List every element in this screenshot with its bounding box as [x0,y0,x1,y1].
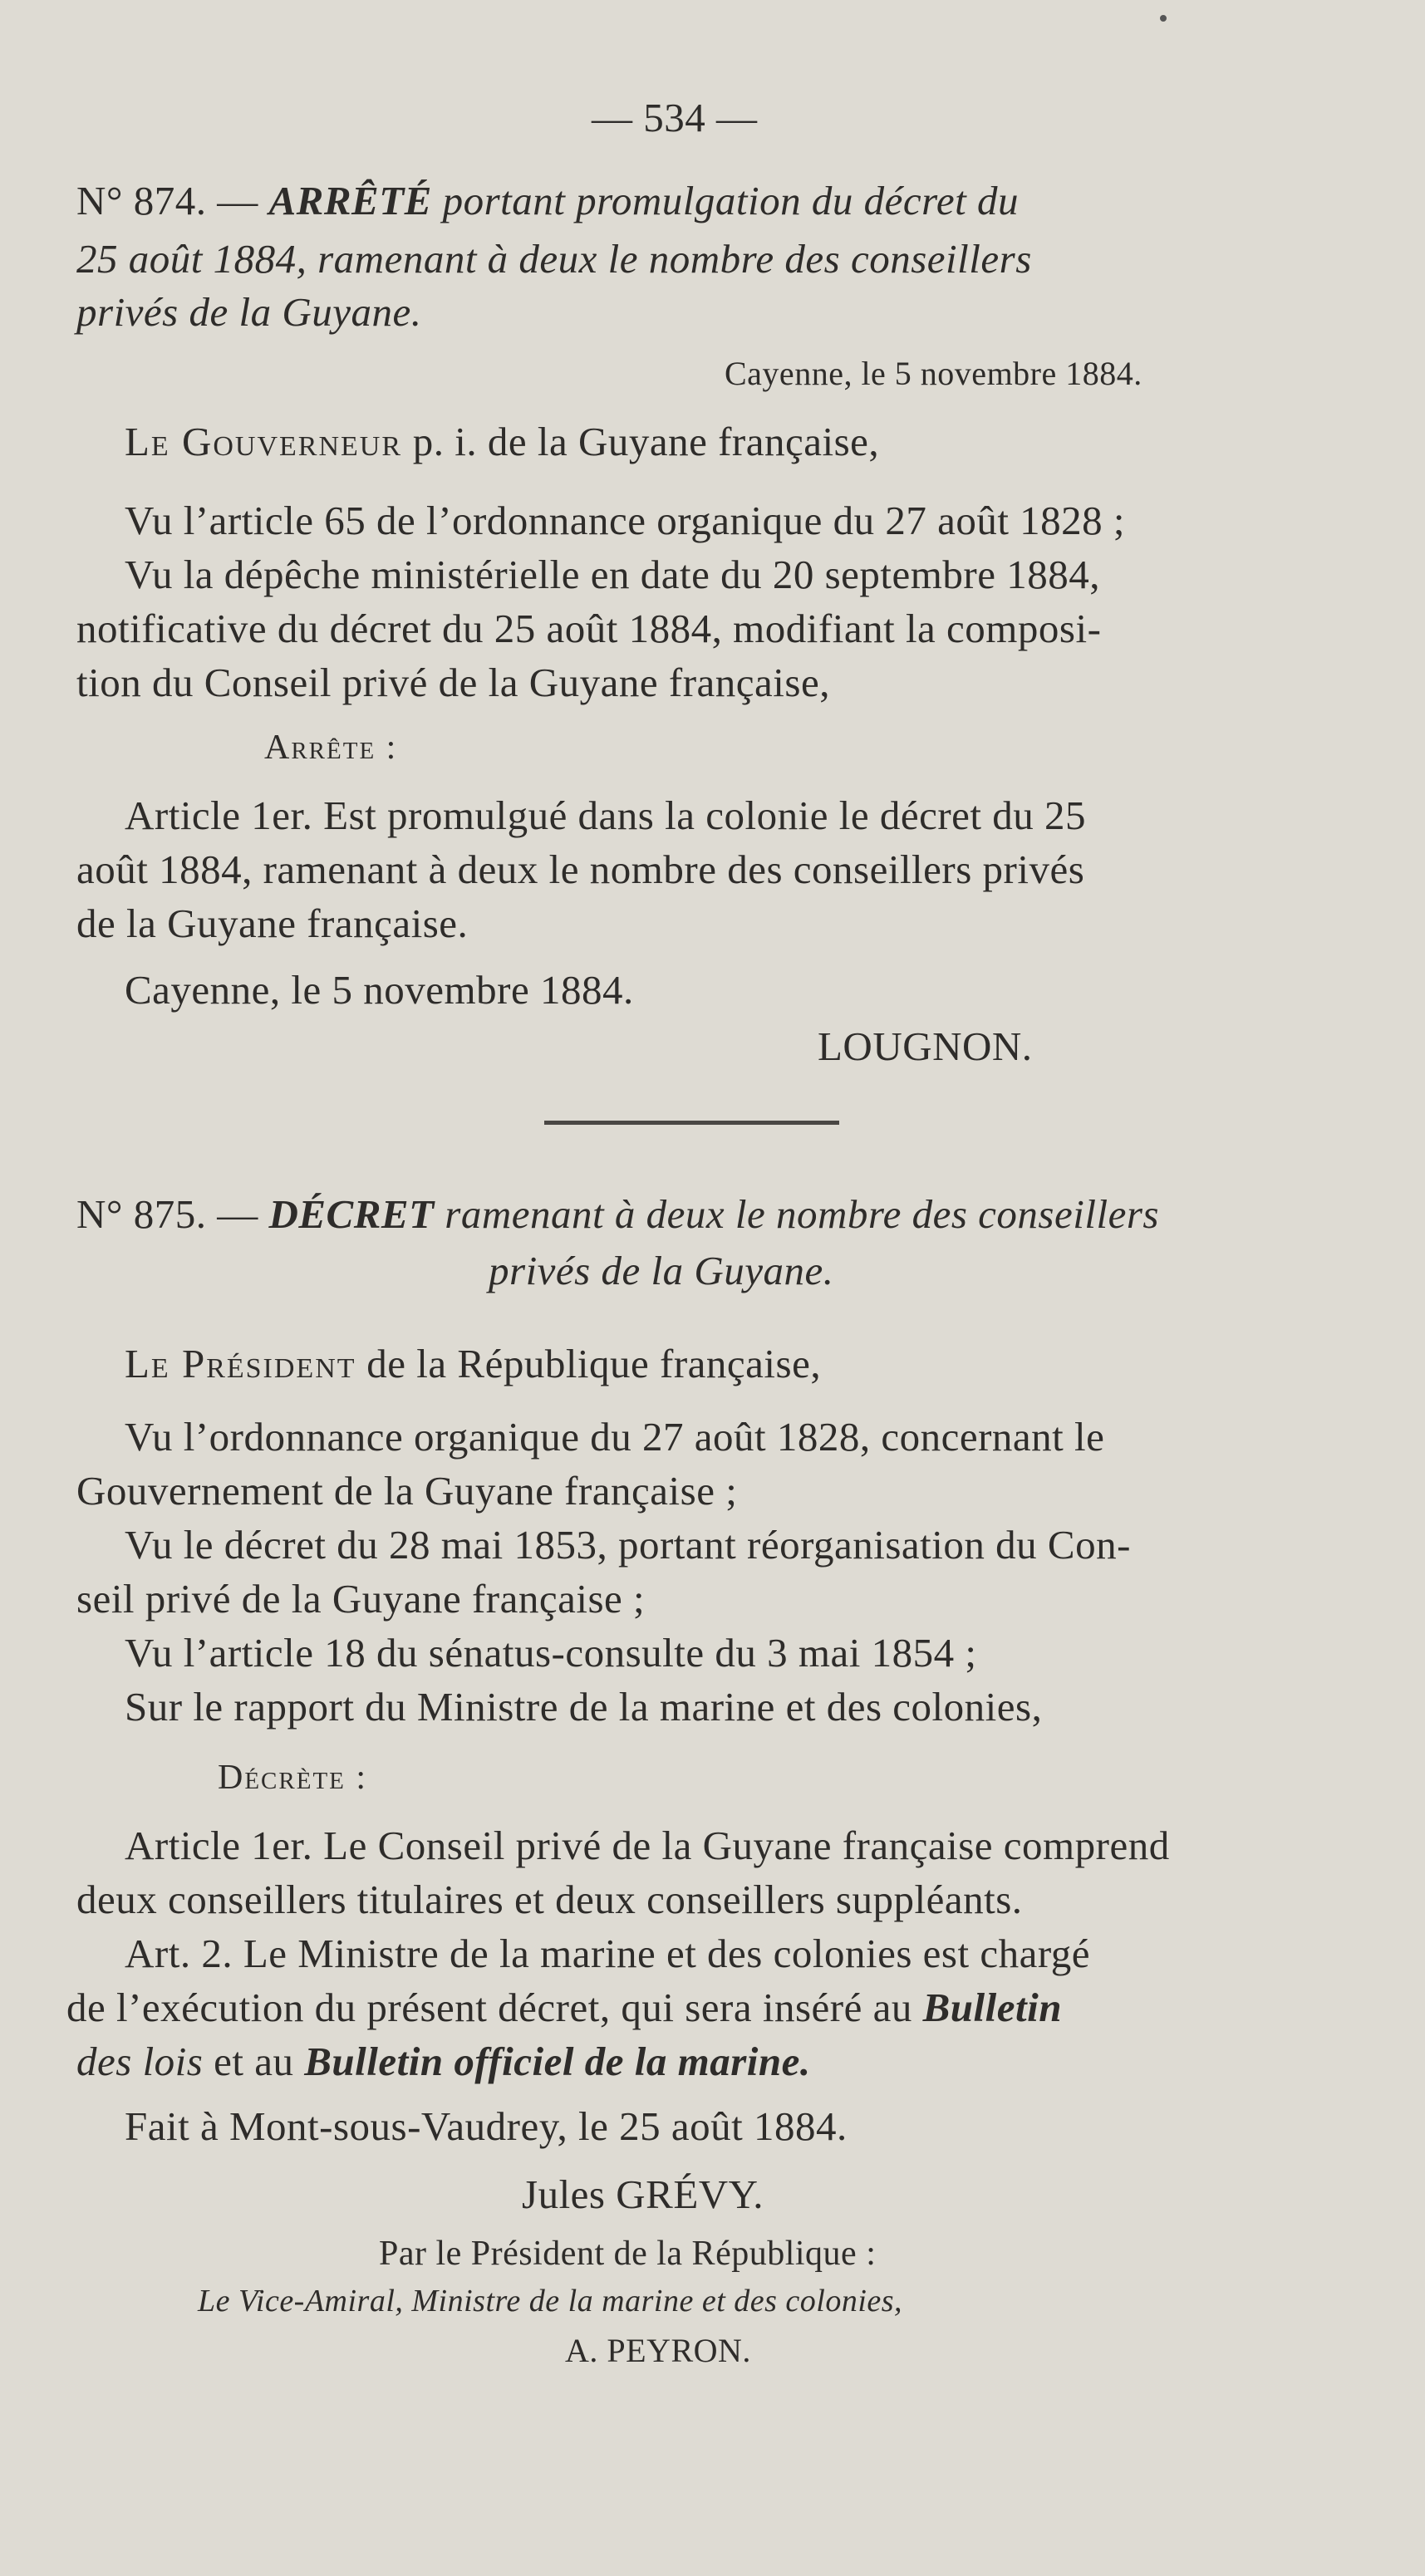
act875-authority [125,1339,821,1389]
act874-visa1: Vu l’article 65 de l’ordonnance organique du 27 août 1828 ; [125,498,1126,543]
act875-bulletin-ref: Bulletin [922,1985,1062,2030]
act874-title-line2: 25 août 1884, ramenant à deux le nombre des conseillers [76,236,1032,282]
act875-title-bold: DÉCRET [268,1191,435,1237]
section-divider [544,1121,839,1125]
act874-authority-caps: Le Gouverneur [125,419,402,464]
act875-visa1-line1: Vu l’ordonnance organique du 27 août 1828, concernant le [125,1414,1105,1460]
act875-bulletin-officiel: Bulletin officiel de la marine. [304,2039,811,2084]
act874-decision: Arrête : [264,729,398,767]
page-number: — 534 — [592,95,758,140]
act874-visa2-line1: Vu la dépêche ministérielle en date du 20 septembre 1884, [125,552,1100,597]
act874-authority-rest: p. i. de la Guyane française, [412,419,880,464]
act874-dash: — [217,178,258,223]
act875-title-line2: privés de la Guyane. [489,1248,834,1293]
act874-place-date: Cayenne, le 5 novembre 1884. [725,355,1142,392]
act875-title-line1 [76,1190,1159,1239]
act875-countersign-title: Le Vice-Amiral, Ministre de la marine et des colonies, [198,2284,903,2318]
act874-title-bold: ARRÊTÉ [268,178,432,223]
act875-authority-rest: de la République française, [366,1341,822,1386]
act874-art1-line2: août 1884, ramenant à deux le nombre des conseillers privés [76,846,1085,892]
act875-dash: — [217,1191,258,1237]
act874-signature: LOUGNON. [818,1023,1033,1069]
act875-art1-line2: deux conseillers titulaires et deux conseillers suppléants. [76,1877,1023,1922]
act875-visa4: Sur le rapport du Ministre de la marine et des colonies, [125,1684,1043,1730]
act874-title-line1 [76,176,1019,226]
act874-art1-line1: Article 1er. Est promulgué dans la colonie le décret du 25 [125,792,1087,838]
act875-visa3: Vu l’article 18 du sénatus-consulte du 3 mai 1854 ; [125,1630,977,1676]
act875-countersign-name: A. PEYRON. [565,2332,751,2369]
act875-signature: Jules GRÉVY. [522,2171,764,2217]
act874-authority [125,417,879,467]
act874-closing: Cayenne, le 5 novembre 1884. [125,967,634,1013]
act875-art1-line1: Article 1er. Le Conseil privé de la Guyane française comprend [125,1823,1170,1868]
act875-art2-line1: Art. 2. Le Ministre de la marine et des colonies est chargé [125,1931,1091,1976]
act875-countersign-intro: Par le Président de la République : [379,2235,877,2273]
act875-bulletin-lois: des lois [76,2039,204,2084]
act875-closing: Fait à Mont-sous-Vaudrey, le 25 août 1884. [125,2103,848,2149]
act875-art2-line3 [76,2037,811,2087]
act874-title-rest: portant promulgation du décret du [442,178,1019,223]
act874-number: N° 874. [76,178,207,223]
act875-visa2-line2: seil privé de la Guyane française ; [76,1576,646,1622]
ink-speck [1160,15,1167,22]
act875-decision: Décrète : [218,1759,368,1797]
act875-visa1-line2: Gouvernement de la Guyane française ; [76,1468,738,1514]
act875-number: N° 875. [76,1191,207,1237]
act875-visa2-line1: Vu le décret du 28 mai 1853, portant réorganisation du Con- [125,1522,1131,1568]
act874-title-line3: privés de la Guyane. [76,289,422,335]
act874-visa2-line3: tion du Conseil privé de la Guyane française, [76,660,830,705]
act874-visa2-line2: notificative du décret du 25 août 1884, modifiant la composi- [76,606,1102,651]
act875-art2-line2 [66,1983,1062,2033]
act875-authority-caps: Le Président [125,1341,356,1386]
act875-title-rest: ramenant à deux le nombre des conseillers [445,1191,1159,1237]
act875-art2-text-a: de l’exécution du présent décret, qui sera inséré au [66,1985,912,2030]
act875-art2-text-b: et au [214,2039,294,2084]
act874-art1-line3: de la Guyane française. [76,900,469,946]
